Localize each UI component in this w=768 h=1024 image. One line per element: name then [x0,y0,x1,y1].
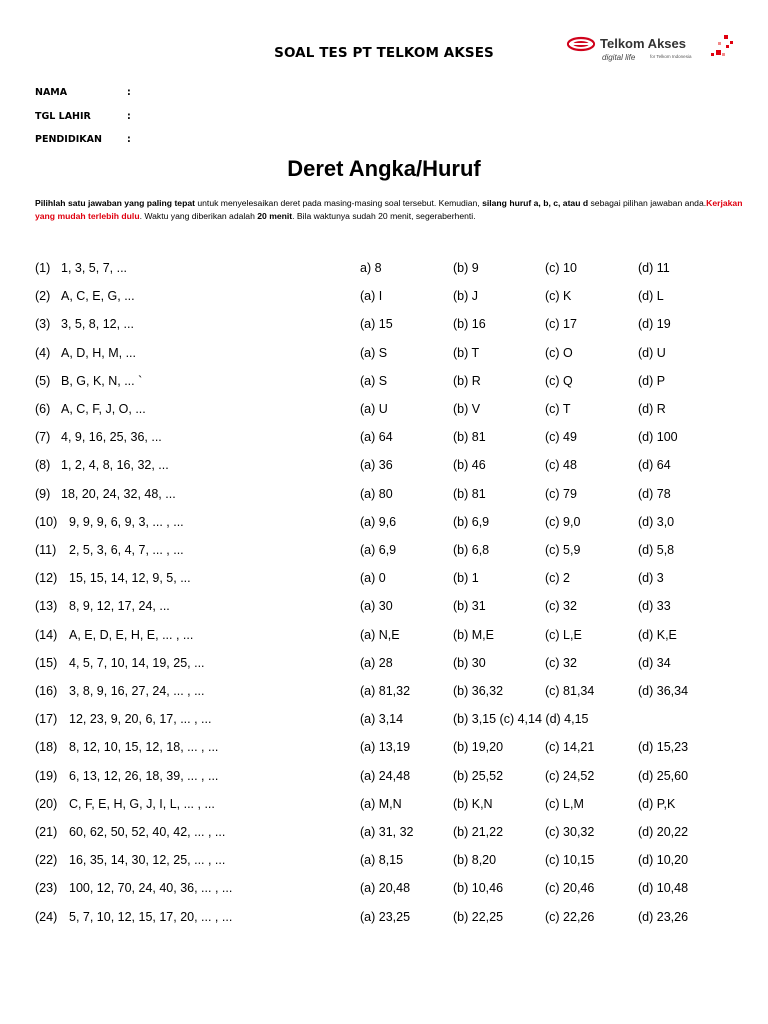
option-c[interactable]: (c) 20,46 [545,881,595,895]
question-number: (20) [35,797,58,811]
question-sequence: 1, 3, 5, 7, ... [61,261,128,275]
option-a[interactable]: (a) 80 [360,487,393,501]
instructions-bold-7: 20 menit [257,211,293,221]
option-d[interactable]: (d) K,E [638,628,677,642]
question-number: (8) [35,458,51,472]
question-number: (16) [35,684,58,698]
question-row [35,910,735,926]
question-row [35,317,735,333]
option-c[interactable]: (c) 32 [545,656,577,670]
logo-brand: Telkom Akses [600,36,686,51]
option-c[interactable]: (c) 49 [545,430,577,444]
option-a[interactable]: (a) 24,48 [360,769,411,783]
option-b[interactable]: (b) 10,46 [453,881,504,895]
question-sequence: A, C, F, J, O, ... [61,402,146,416]
question-sequence: 4, 5, 7, 10, 14, 19, 25, ... [69,656,205,670]
question-number: (18) [35,740,58,754]
question-number: (12) [35,571,58,585]
option-b[interactable]: (b) 30 [453,656,486,670]
option-c[interactable]: (c) 2 [545,571,570,585]
instructions-text-8: . Bila waktunya sudah 20 menit, segeraberhenti. [292,211,476,221]
option-c[interactable]: (c) O [545,346,573,360]
question-number: (9) [35,487,51,501]
option-a[interactable]: (a) 28 [360,656,393,670]
question-row [35,769,735,785]
pendidikan-colon: : [127,134,131,145]
option-c[interactable]: (c) T [545,402,571,416]
question-sequence: 2, 5, 3, 6, 4, 7, ... , ... [69,543,184,557]
question-sequence: 9, 9, 9, 6, 9, 3, ... , ... [69,515,184,529]
option-a[interactable]: (a) 64 [360,430,393,444]
form-row-tgl-lahir [35,111,131,122]
option-b[interactable]: (b) 1 [453,571,479,585]
option-c[interactable]: (c) 10 [545,261,577,275]
question-sequence: 15, 15, 14, 12, 9, 5, ... [69,571,191,585]
instructions-bold-1: Pilihlah satu jawaban yang paling tepat [35,198,195,208]
question-row [35,853,735,869]
question-number: (4) [35,346,51,360]
option-c[interactable]: (c) 10,15 [545,853,595,867]
option-a[interactable]: a) 8 [360,261,382,275]
question-row [35,881,735,897]
instructions-red-5: Kerjakan yang mudah terlebih dulu [35,198,743,221]
question-row [35,571,735,587]
logo-tagline: digital life [602,53,636,62]
option-d[interactable]: (d) 23,26 [638,910,689,924]
question-row [35,515,735,531]
option-a[interactable]: (a) S [360,374,388,388]
option-d[interactable]: (d) 15,23 [638,740,689,754]
question-row [35,374,735,390]
option-a[interactable]: (a) M,N [360,797,402,811]
option-d[interactable]: (d) 10,48 [638,881,689,895]
option-d[interactable]: (d) 100 [638,430,678,444]
question-sequence: 60, 62, 50, 52, 40, 42, ... , ... [69,825,226,839]
option-d[interactable]: (d) P,K [638,797,676,811]
option-d[interactable]: (d) P [638,374,666,388]
option-a[interactable]: (a) 13,19 [360,740,411,754]
option-d[interactable]: (d) 5,8 [638,543,675,557]
option-c[interactable]: (c) 79 [545,487,577,501]
question-sequence: 1, 2, 4, 8, 16, 32, ... [61,458,169,472]
option-b[interactable]: (b) T [453,346,480,360]
option-c[interactable]: (c) 17 [545,317,577,331]
option-d[interactable]: (d) 25,60 [638,769,689,783]
question-number: (1) [35,261,51,275]
form-row-pendidikan [35,134,131,145]
question-row [35,599,735,615]
question-number: (11) [35,543,57,557]
option-b[interactable]: (b) 21,22 [453,825,504,839]
option-a[interactable]: (a) 8,15 [360,853,404,867]
question-sequence: 5, 7, 10, 12, 15, 17, 20, ... , ... [69,910,233,924]
question-sequence: 3, 8, 9, 16, 27, 24, ... , ... [69,684,205,698]
option-d[interactable]: (d) 34 [638,656,671,670]
option-c[interactable]: (c) L,M [545,797,584,811]
question-sequence: A, C, E, G, ... [61,289,135,303]
telkom-akses-logo [566,33,736,69]
option-a[interactable]: (a) 23,25 [360,910,411,924]
option-c[interactable]: (c) 32 [545,599,577,613]
question-sequence: 16, 35, 14, 30, 12, 25, ... , ... [69,853,226,867]
option-d[interactable]: (d) 64 [638,458,671,472]
option-a[interactable]: (a) U [360,402,388,416]
option-c[interactable]: (c) 5,9 [545,543,581,557]
nama-label: NAMA [35,87,68,98]
option-d[interactable]: (d) 3,0 [638,515,675,529]
option-a[interactable]: (a) 31, 32 [360,825,414,839]
option-c[interactable]: (c) 81,34 [545,684,595,698]
question-sequence: 8, 9, 12, 17, 24, ... [69,599,170,613]
instructions [35,197,760,223]
option-a[interactable]: (a) 36 [360,458,393,472]
question-number: (21) [35,825,58,839]
option-b[interactable]: (b) 36,32 [453,684,504,698]
option-a[interactable]: (a) 9,6 [360,515,397,529]
question-row [35,430,735,446]
option-d[interactable]: (d) 19 [638,317,671,331]
form-row-nama [35,87,131,98]
option-a[interactable]: (a) 0 [360,571,386,585]
logo-sub: for Telkom Indonesia [650,54,692,59]
option-b[interactable]: (b) 9 [453,261,479,275]
question-sequence: 4, 9, 16, 25, 36, ... [61,430,162,444]
option-c[interactable]: (c) 9,0 [545,515,581,529]
question-sequence: 8, 12, 10, 15, 12, 18, ... , ... [69,740,219,754]
option-b[interactable]: (b) 16 [453,317,486,331]
question-number: (5) [35,374,51,388]
option-d[interactable]: (d) 36,34 [638,684,689,698]
option-c[interactable]: (c) 14,21 [545,740,595,754]
option-d[interactable]: (d) L [638,289,664,303]
question-number: (3) [35,317,51,331]
option-d[interactable]: (d) 33 [638,599,671,613]
option-a[interactable]: (a) I [360,289,383,303]
question-number: (15) [35,656,58,670]
option-b[interactable]: (b) 25,52 [453,769,504,783]
option-a[interactable]: (a) 81,32 [360,684,411,698]
option-c[interactable]: (c) 48 [545,458,577,472]
telkom-logo-icon [566,35,600,57]
question-row [35,825,735,841]
instructions-text-2: untuk menyelesaikan deret pada masing-masing soal tersebut. Kemudian, [194,198,483,208]
option-c[interactable]: (c) K [545,289,572,303]
question-row [35,289,735,305]
tgl-lahir-label: TGL LAHIR [35,111,91,122]
option-a[interactable]: (a) S [360,346,388,360]
option-b[interactable]: (b) J [453,289,478,303]
question-number: (24) [35,910,58,924]
option-b[interactable]: (b) 6,9 [453,515,490,529]
option-b[interactable]: (b) 6,8 [453,543,490,557]
option-c[interactable]: (c) L,E [545,628,582,642]
question-row [35,487,735,503]
option-b[interactable]: (b) M,E [453,628,494,642]
option-a[interactable]: (a) 30 [360,599,393,613]
option-b[interactable]: (b) 3,15 (c) 4,14 (d) 4,15 [453,712,589,726]
question-number: (7) [35,430,51,444]
instructions-bold-3: silang huruf a, b, c, atau d [482,198,589,208]
question-number: (14) [35,628,58,642]
instructions-text-4: sebagai pilihan jawaban anda. [588,198,707,208]
option-d[interactable]: (d) 10,20 [638,853,689,867]
option-b[interactable]: (b) V [453,402,481,416]
option-b[interactable]: (b) 46 [453,458,486,472]
question-sequence: 3, 5, 8, 12, ... [61,317,134,331]
question-row [35,712,735,728]
question-row [35,402,735,418]
question-sequence: B, G, K, N, ... ` [61,374,143,388]
question-row [35,797,735,813]
question-number: (17) [35,712,58,726]
option-d[interactable]: (d) 78 [638,487,671,501]
option-d[interactable]: (d) 3 [638,571,664,585]
question-number: (10) [35,515,58,529]
option-a[interactable]: (a) 20,48 [360,881,411,895]
option-d[interactable]: (d) 11 [638,261,670,275]
option-c[interactable]: (c) 24,52 [545,769,595,783]
question-row [35,656,735,672]
option-d[interactable]: (d) R [638,402,666,416]
question-row [35,261,735,277]
option-c[interactable]: (c) 30,32 [545,825,595,839]
nama-colon: : [127,87,131,98]
pendidikan-label: PENDIDIKAN [35,134,102,145]
question-row [35,543,735,559]
option-d[interactable]: (d) 20,22 [638,825,689,839]
question-row [35,458,735,474]
option-a[interactable]: (a) 6,9 [360,543,397,557]
question-number: (23) [35,881,58,895]
question-row [35,346,735,362]
question-row [35,628,735,644]
question-number: (19) [35,769,58,783]
option-a[interactable]: (a) N,E [360,628,400,642]
option-b[interactable]: (b) K,N [453,797,493,811]
page-title: SOAL TES PT TELKOM AKSES [274,45,494,61]
option-c[interactable]: (c) 22,26 [545,910,595,924]
option-b[interactable]: (b) 31 [453,599,486,613]
tgl-lahir-colon: : [127,111,131,122]
option-a[interactable]: (a) 3,14 [360,712,404,726]
question-sequence: 18, 20, 24, 32, 48, ... [61,487,176,501]
question-row [35,684,735,700]
dots-decoration-icon [702,31,738,63]
option-b[interactable]: (b) 81 [453,430,486,444]
question-number: (2) [35,289,51,303]
question-sequence: C, F, E, H, G, J, I, L, ... , ... [69,797,215,811]
option-b[interactable]: (b) 8,20 [453,853,497,867]
question-number: (13) [35,599,58,613]
question-sequence: 100, 12, 70, 24, 40, 36, ... , ... [69,881,233,895]
option-a[interactable]: (a) 15 [360,317,393,331]
question-row [35,740,735,756]
option-b[interactable]: (b) 81 [453,487,486,501]
option-b[interactable]: (b) 22,25 [453,910,504,924]
instructions-text-6: . Waktu yang diberikan adalah [139,211,258,221]
question-number: (6) [35,402,51,416]
option-b[interactable]: (b) 19,20 [453,740,504,754]
option-b[interactable]: (b) R [453,374,481,388]
option-d[interactable]: (d) U [638,346,666,360]
option-c[interactable]: (c) Q [545,374,573,388]
question-sequence: A, D, H, M, ... [61,346,137,360]
section-title: Deret Angka/Huruf [287,156,481,181]
question-sequence: 6, 13, 12, 26, 18, 39, ... , ... [69,769,219,783]
question-number: (22) [35,853,58,867]
question-sequence: A, E, D, E, H, E, ... , ... [69,628,194,642]
question-sequence: 12, 23, 9, 20, 6, 17, ... , ... [69,712,212,726]
